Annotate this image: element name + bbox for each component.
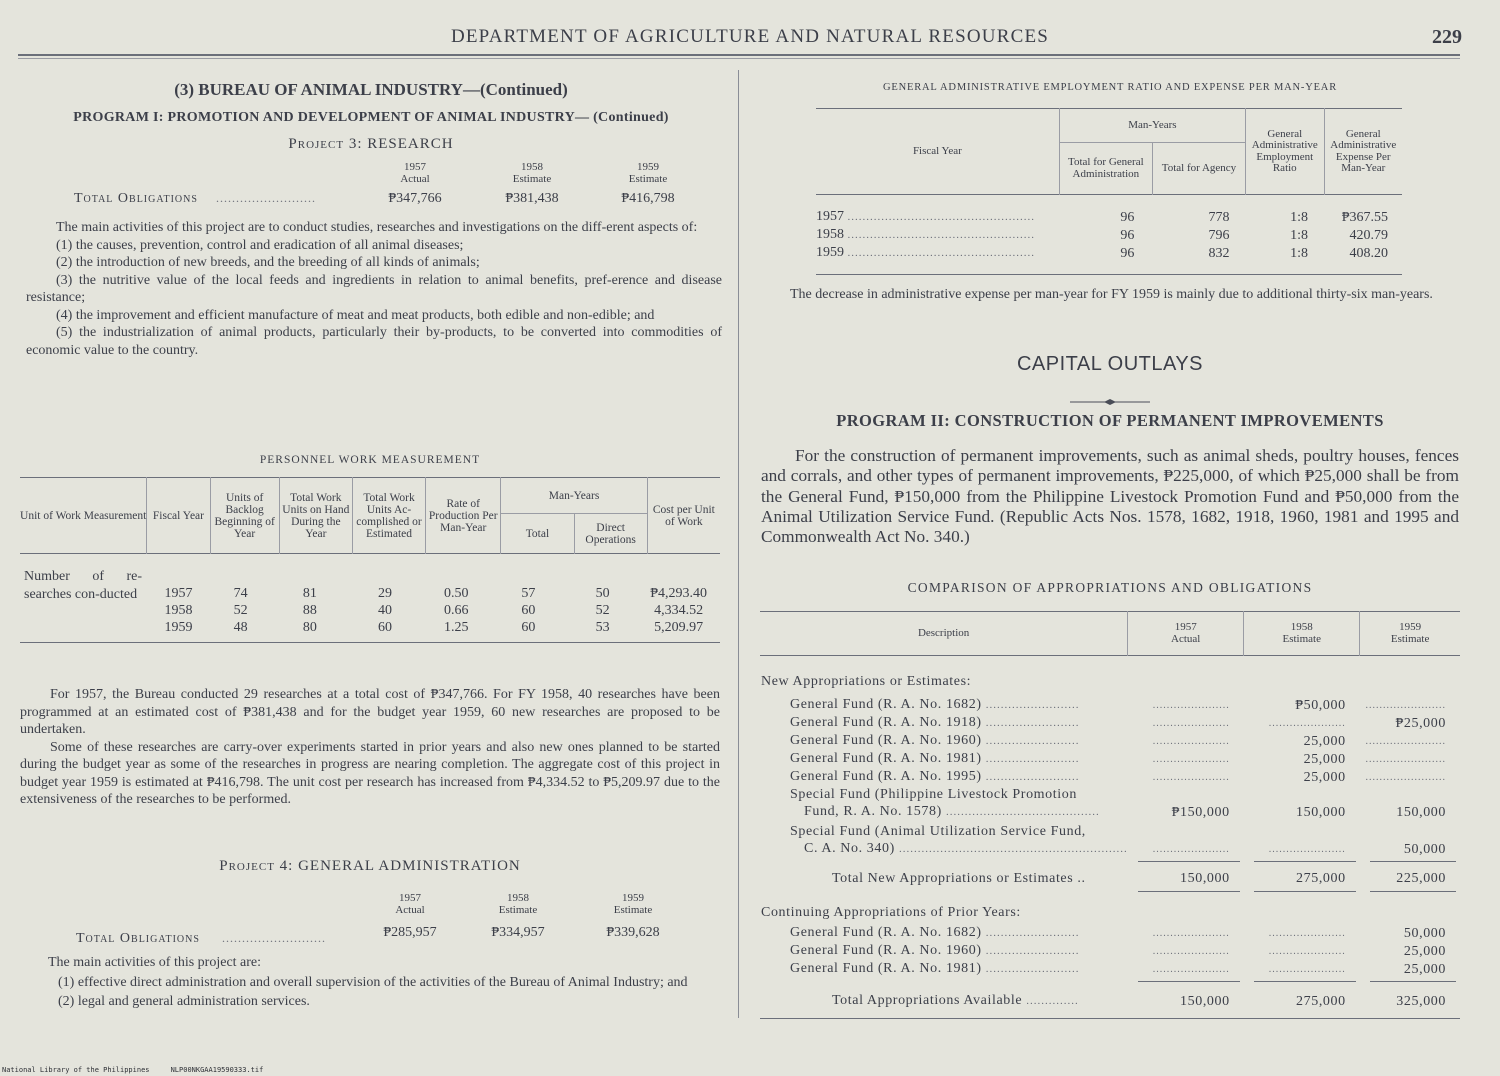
p4-col-1957: 1957 Actual <box>395 892 425 916</box>
table-row: General Fund (R. A. No. 1682) ......................... ...................... ₱50,000 ....................... <box>790 697 1446 713</box>
pwm-table-wrap <box>20 477 720 643</box>
table-row: 1957 .................................................. 96 778 1:8 ₱367.55 <box>816 209 1388 225</box>
ornament-divider <box>1070 392 1150 398</box>
project3-description <box>20 219 722 359</box>
pwm-h-total: Total <box>501 514 574 554</box>
table-row <box>20 566 720 585</box>
research-para-1: For 1957, the Bureau conducted 29 researches at a total cost of ₱347,766. For FY 1958, 40 researches have been programmed at an estimated cost of ₱381,438 and for the budget year 1959, 60 new researches are proposed to be undertaken. <box>20 687 720 737</box>
p3-intro: The main activities of this project are to conduct studies, researches and investigations on the diff-erent aspects of: <box>56 220 698 235</box>
p4-total-1959: ₱339,628 <box>606 925 660 940</box>
p4-total-1958: ₱334,957 <box>491 925 545 940</box>
running-title: DEPARTMENT OF AGRICULTURE AND NATURAL RESOURCES <box>450 26 1050 47</box>
comparison-table <box>760 611 1460 1019</box>
gaer-table <box>816 108 1402 275</box>
p3-col-1957: 1957 Actual <box>400 161 430 185</box>
project3-total-row: Total Obligations ......................... ₱347,766 ₱381,438 ₱416,798 <box>20 191 722 211</box>
table-row: General Fund (R. A. No. 1960) ......................... ...................... 25,000 ....................... <box>790 733 1446 749</box>
gaer-h-total-agency: Total for Agency <box>1152 143 1245 195</box>
scan-footer: National Library of the Philippines NLP00NKGAA19590333.tif <box>2 1066 264 1074</box>
cmp-h-1958: 1958 Estimate <box>1244 612 1360 656</box>
table-row: Fund, R. A. No. 1578) ......................................... ₱150,000 150,000 150,000 <box>804 804 1446 820</box>
p3-item-3: (3) the nutritive value of the local feeds and ingredients in relation to animal benefits, pref-erence and disease resistance; <box>26 272 722 305</box>
p4-col-1958: 1958 Estimate <box>498 892 538 916</box>
gaer-h-expense: General Administrative Expense Per Man-Year <box>1330 127 1397 174</box>
p4-total-1957: ₱285,957 <box>383 925 437 940</box>
gaer-h-ratio: General Administrative Employment Ratio <box>1246 109 1324 195</box>
pwm-table <box>20 477 720 643</box>
cmp-new-label: New Appropriations or Estimates: <box>761 674 972 689</box>
program2-para-wrap <box>761 446 1459 547</box>
p3-col-1959: 1959 Estimate <box>628 161 668 185</box>
table-row: 1958 52 88 40 0.66 60 52 4,334.52 <box>164 603 704 618</box>
header-rule <box>18 54 1460 56</box>
program2-para: For the construction of permanent improvements, such as animal sheds, poultry houses, fences and corrals, and other types of permanent improvements, ₱225,000, of which ₱25,000 shall be from the General Fund, ₱150,000 from the Philippine Livestock Promotion Fund and ₱50,000 from the Animal Utilization Service Fund. (Republic Acts Nos. 1578, 1682, 1918, 1960, 1981 and 1995 and Commonwealth Act No. 340.) <box>761 446 1459 547</box>
gaer-note: The decrease in administrative expense per man-year for FY 1959 is mainly due to additional thirty-six man-years. <box>790 287 1433 302</box>
project3-title: Project 3: RESEARCH <box>288 136 454 152</box>
research-para-2: Some of these researches are carry-over experiments started in prior years and also new ones planned to be started during the budget year as some of the researches in progress are nearing completion. The aggregate cost of this project in budget year 1959 is estimated at ₱416,798. The unit cost per research has increased from ₱4,334.52 to ₱5,209.97 due to the extensiveness of the researches to be performed. <box>20 739 720 807</box>
gaer-h-man-years: Man-Years <box>1059 109 1245 143</box>
table-row: General Fund (R. A. No. 1981) ......................... ...................... 25,000 ....................... <box>790 751 1446 767</box>
program2-title: PROGRAM II: CONSTRUCTION OF PERMANENT IMPROVEMENTS <box>836 411 1384 430</box>
p3-item-4: (4) the improvement and efficient manufacture of meat and meat products, both edible and non-edible; and <box>56 307 655 323</box>
table-row: Total New Appropriations or Estimates .. 150,000 275,000 225,000 <box>760 870 1460 887</box>
pwm-h-backlog: Units of Backlog Beginning of Year <box>210 478 279 554</box>
table-row: General Fund (R. A. No. 1918) ......................... ...................... ...................... ₱25,000 <box>790 715 1446 731</box>
project4-col-headers <box>20 892 720 918</box>
p4-total-label: Total Obligations <box>76 931 200 946</box>
pwm-unit-label: Number of re-searches con-ducted <box>24 569 142 602</box>
table-row: 1957 74 81 29 0.50 57 50 ₱4,293.40 <box>164 586 708 601</box>
left-column <box>20 78 722 359</box>
p3-total-label: Total Obligations <box>74 191 198 206</box>
p4-item-1: (1) effective direct administration and overall supervision of the activities of the Bureau of Animal Industry; and <box>58 974 688 990</box>
pwm-h-direct: Direct Operations <box>574 514 647 554</box>
gaer-note-wrap <box>760 286 1460 304</box>
research-paragraphs <box>20 686 720 809</box>
table-row: Total Appropriations Available .............. 150,000 275,000 325,000 <box>760 992 1460 1010</box>
gaer-h-fiscal: Fiscal Year <box>816 109 1059 195</box>
table-row: 1958 .................................................. 96 796 1:8 420.79 <box>816 227 1388 243</box>
comparison-table-wrap <box>760 611 1460 1019</box>
cmp-cont-label: Continuing Appropriations of Prior Years: <box>761 905 1021 920</box>
cmp-h-1959: 1959 Estimate <box>1390 621 1430 645</box>
p3-item-2: (2) the introduction of new breeds, and the breeding of all kinds of animals; <box>56 255 480 270</box>
cmp-h-desc: Description <box>760 612 1128 656</box>
gaer-table-wrap <box>816 108 1402 275</box>
cmp-total-avail-label: Total Appropriations Available .............. <box>832 993 1079 1008</box>
diamond-rule-icon <box>1070 399 1150 405</box>
table-row <box>760 904 1460 921</box>
pwm-h-fiscal: Fiscal Year <box>147 478 210 554</box>
column-divider <box>738 70 739 1018</box>
pwm-h-accomplished: Total Work Units Ac-complished or Estimated <box>352 478 425 554</box>
pwm-h-rate: Rate of Production Per Man-Year <box>426 478 501 554</box>
p4-item-2: (2) legal and general administration services. <box>58 994 310 1009</box>
project4-title: Project 4: GENERAL ADMINISTRATION <box>219 858 521 874</box>
p3-total-1959: ₱416,798 <box>621 191 675 206</box>
p3-total-1958: ₱381,438 <box>505 191 559 206</box>
p4-col-1959: 1959 Estimate <box>613 892 653 916</box>
pwm-h-man-years: Man-Years <box>501 478 647 514</box>
bureau-title: (3) BUREAU OF ANIMAL INDUSTRY—(Continued) <box>174 80 568 99</box>
table-row: General Fund (R. A. No. 1981) ......................... ...................... ...................... 25,000 <box>790 961 1446 977</box>
pwm-h-total-work: Total Work Units on Hand During the Year <box>279 478 352 554</box>
pwm-title: PERSONNEL WORK MEASUREMENT <box>259 454 481 466</box>
table-row: 1959 48 80 60 1.25 60 53 5,209.97 <box>164 620 704 635</box>
table-row: General Fund (R. A. No. 1682) ......................... ...................... ...................... 50,000 <box>790 925 1446 941</box>
table-row: 1959 .................................................. 96 832 1:8 408.20 <box>816 245 1388 261</box>
table-row: Special Fund (Animal Utilization Service Fund, <box>790 824 1086 839</box>
p3-total-1957: ₱347,766 <box>388 191 442 206</box>
gaer-title: GENERAL ADMINISTRATIVE EMPLOYMENT RATIO AND EXPENSE PER MAN-YEAR <box>883 82 1337 93</box>
p3-item-1: (1) the causes, prevention, control and eradication of all animal diseases; <box>56 237 464 253</box>
capital-outlays-title: CAPITAL OUTLAYS <box>1016 353 1204 375</box>
header-rule-thin <box>18 58 1460 59</box>
pwm-h-unit: Unit of Work Measurement <box>20 478 147 554</box>
cmp-total-new-label: Total New Appropriations or Estimates .. <box>832 871 1086 886</box>
table-row: C. A. No. 340) ............................................................. ...................... ...................... 50,000 <box>804 841 1446 857</box>
cmp-h-1957: 1957 Actual <box>1128 612 1244 656</box>
p3-col-1958: 1958 Estimate <box>512 161 552 185</box>
project4-total-row: Total Obligations .......................... ₱285,957 ₱334,957 ₱339,628 <box>20 925 720 945</box>
p3-item-5: (5) the industrialization of animal products, particularly their by-products, to be converted into commodities of economic value to the country. <box>26 325 722 358</box>
comparison-title: COMPARISON OF APPROPRIATIONS AND OBLIGATIONS <box>907 580 1313 595</box>
table-row: Special Fund (Philippine Livestock Promotion <box>790 787 1077 802</box>
p4-intro: The main activities of this project are: <box>48 955 262 970</box>
table-row <box>760 673 1460 690</box>
program-title: PROGRAM I: PROMOTION AND DEVELOPMENT OF ANIMAL INDUSTRY— (Continued) <box>73 110 669 125</box>
table-row: General Fund (R. A. No. 1960) ......................... ...................... ...................... 25,000 <box>790 943 1446 959</box>
table-row: General Fund (R. A. No. 1995) ......................... ...................... 25,000 ....................... <box>790 769 1446 785</box>
project3-col-headers <box>20 161 722 187</box>
pwm-h-cost: Cost per Unit of Work <box>652 503 715 528</box>
gaer-h-total-gen: Total for General Administration <box>1059 143 1152 195</box>
project4-description <box>28 954 720 1011</box>
page-number: 229 <box>1432 26 1462 48</box>
